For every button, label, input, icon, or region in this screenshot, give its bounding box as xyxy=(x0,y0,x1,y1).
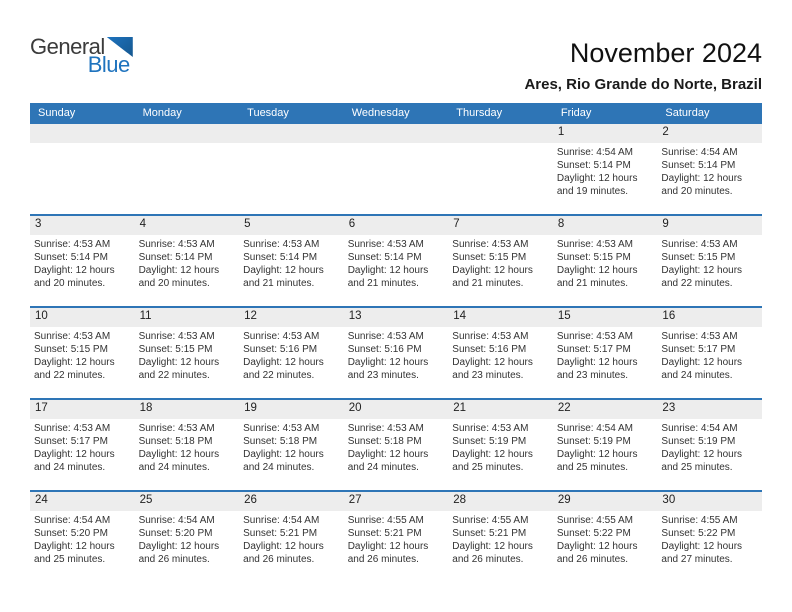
day-number: 24 xyxy=(35,494,48,506)
day-number: 19 xyxy=(244,402,257,414)
day-daylight: Daylight: 12 hours and 24 minutes. xyxy=(661,357,743,381)
day-cell-21 xyxy=(448,400,553,490)
day-sunset: Sunset: 5:17 PM xyxy=(661,344,736,355)
day-sunset: Sunset: 5:19 PM xyxy=(661,436,736,447)
day-header-tuesday: Tuesday xyxy=(247,107,289,119)
day-details xyxy=(657,235,762,290)
day-number-band xyxy=(553,308,658,327)
day-details xyxy=(344,235,449,290)
day-number-band xyxy=(239,308,344,327)
day-cell-10 xyxy=(30,308,135,398)
day-cell-6 xyxy=(344,216,449,306)
day-number: 4 xyxy=(139,218,146,230)
day-daylight: Daylight: 12 hours and 22 minutes. xyxy=(661,265,743,289)
day-details xyxy=(344,511,449,566)
day-number-band xyxy=(657,400,762,419)
day-number-band xyxy=(448,492,553,511)
day-daylight: Daylight: 12 hours and 20 minutes. xyxy=(138,265,220,289)
day-daylight: Daylight: 12 hours and 24 minutes. xyxy=(243,449,324,473)
day-daylight: Daylight: 12 hours and 24 minutes. xyxy=(138,449,220,473)
day-number-band xyxy=(135,124,240,143)
day-sunrise: Sunrise: 4:53 AM xyxy=(34,239,111,250)
day-sunset: Sunset: 5:14 PM xyxy=(661,160,736,171)
day-daylight: Daylight: 12 hours and 21 minutes. xyxy=(556,265,638,289)
day-details xyxy=(448,235,553,290)
day-cell-empty xyxy=(30,124,135,214)
day-sunrise: Sunrise: 4:53 AM xyxy=(138,239,215,250)
title-block xyxy=(524,36,762,93)
day-sunset: Sunset: 5:16 PM xyxy=(243,344,318,355)
day-daylight: Daylight: 12 hours and 22 minutes. xyxy=(34,357,115,381)
day-sunset: Sunset: 5:18 PM xyxy=(347,436,422,447)
day-number-band xyxy=(553,400,658,419)
day-daylight: Daylight: 12 hours and 21 minutes. xyxy=(243,265,324,289)
day-number-band xyxy=(135,400,240,419)
day-number: 16 xyxy=(662,310,676,322)
day-sunset: Sunset: 5:14 PM xyxy=(556,160,631,171)
day-sunrise: Sunrise: 4:53 AM xyxy=(661,331,738,342)
day-number-band xyxy=(239,124,344,143)
day-sunrise: Sunrise: 4:53 AM xyxy=(34,423,111,434)
day-daylight: Daylight: 12 hours and 25 minutes. xyxy=(452,449,533,473)
day-cell-15 xyxy=(553,308,658,398)
day-sunset: Sunset: 5:15 PM xyxy=(452,252,527,263)
day-sunrise: Sunrise: 4:55 AM xyxy=(452,515,529,526)
day-details xyxy=(135,511,240,566)
day-sunset: Sunset: 5:14 PM xyxy=(138,252,213,263)
day-daylight: Daylight: 12 hours and 23 minutes. xyxy=(452,357,533,381)
day-number-band xyxy=(344,492,449,511)
day-cell-24 xyxy=(30,492,135,582)
day-daylight: Daylight: 12 hours and 24 minutes. xyxy=(347,449,429,473)
week-row xyxy=(30,214,762,306)
day-header-monday: Monday xyxy=(142,107,182,119)
day-number: 22 xyxy=(557,402,571,414)
day-sunset: Sunset: 5:18 PM xyxy=(243,436,318,447)
day-sunset: Sunset: 5:21 PM xyxy=(452,528,527,539)
day-daylight: Daylight: 12 hours and 23 minutes. xyxy=(556,357,638,381)
day-details xyxy=(239,235,344,290)
day-sunrise: Sunrise: 4:54 AM xyxy=(661,147,738,158)
day-sunrise: Sunrise: 4:54 AM xyxy=(661,423,738,434)
day-sunrise: Sunrise: 4:53 AM xyxy=(138,331,215,342)
day-number-band xyxy=(239,216,344,235)
day-daylight: Daylight: 12 hours and 22 minutes. xyxy=(243,357,324,381)
day-number: 15 xyxy=(557,310,571,322)
week-row xyxy=(30,306,762,398)
day-header-row xyxy=(30,103,762,124)
day-number: 28 xyxy=(453,494,467,506)
day-number: 3 xyxy=(35,218,42,230)
day-sunset: Sunset: 5:22 PM xyxy=(661,528,736,539)
day-cell-2 xyxy=(657,124,762,214)
day-daylight: Daylight: 12 hours and 19 minutes. xyxy=(556,173,638,197)
day-number-band xyxy=(448,124,553,143)
day-sunset: Sunset: 5:17 PM xyxy=(34,436,108,447)
day-sunrise: Sunrise: 4:53 AM xyxy=(34,331,111,342)
day-number: 26 xyxy=(244,494,257,506)
day-sunset: Sunset: 5:21 PM xyxy=(347,528,422,539)
day-cell-4 xyxy=(135,216,240,306)
day-daylight: Daylight: 12 hours and 25 minutes. xyxy=(661,449,743,473)
day-sunset: Sunset: 5:19 PM xyxy=(556,436,631,447)
day-number: 30 xyxy=(662,494,676,506)
day-sunrise: Sunrise: 4:53 AM xyxy=(347,423,424,434)
day-cell-30 xyxy=(657,492,762,582)
day-header-thursday: Thursday xyxy=(456,107,503,119)
day-header-saturday: Saturday xyxy=(665,107,710,119)
day-sunset: Sunset: 5:21 PM xyxy=(243,528,318,539)
day-sunset: Sunset: 5:17 PM xyxy=(556,344,631,355)
day-number: 5 xyxy=(244,218,251,230)
day-sunrise: Sunrise: 4:53 AM xyxy=(243,239,320,250)
day-cell-22 xyxy=(553,400,658,490)
day-number: 14 xyxy=(453,310,467,322)
logo-text-blue: Blue xyxy=(87,52,130,77)
day-details xyxy=(553,235,658,290)
day-details xyxy=(135,327,240,382)
day-number: 27 xyxy=(348,494,362,506)
day-number-band xyxy=(30,400,135,419)
day-sunrise: Sunrise: 4:54 AM xyxy=(243,515,320,526)
day-details xyxy=(135,235,240,290)
day-number: 17 xyxy=(35,402,48,414)
day-sunset: Sunset: 5:14 PM xyxy=(243,252,318,263)
day-daylight: Daylight: 12 hours and 26 minutes. xyxy=(243,541,324,565)
day-number: 9 xyxy=(662,218,669,230)
day-details xyxy=(135,419,240,474)
day-number-band xyxy=(657,124,762,143)
day-number-band xyxy=(448,400,553,419)
day-cell-3 xyxy=(30,216,135,306)
day-number: 13 xyxy=(348,310,362,322)
day-sunrise: Sunrise: 4:53 AM xyxy=(243,331,320,342)
day-sunset: Sunset: 5:20 PM xyxy=(138,528,213,539)
day-details xyxy=(344,419,449,474)
day-details xyxy=(239,419,344,474)
day-daylight: Daylight: 12 hours and 26 minutes. xyxy=(556,541,638,565)
day-sunrise: Sunrise: 4:53 AM xyxy=(452,239,529,250)
day-number: 18 xyxy=(139,402,153,414)
day-sunset: Sunset: 5:22 PM xyxy=(556,528,631,539)
day-number-band xyxy=(135,492,240,511)
day-header-friday: Friday xyxy=(560,107,592,119)
day-details xyxy=(448,511,553,566)
day-sunrise: Sunrise: 4:53 AM xyxy=(556,331,633,342)
day-daylight: Daylight: 12 hours and 22 minutes. xyxy=(138,357,220,381)
day-number-band xyxy=(239,492,344,511)
day-sunset: Sunset: 5:14 PM xyxy=(34,252,108,263)
day-sunset: Sunset: 5:15 PM xyxy=(661,252,736,263)
day-details xyxy=(657,143,762,198)
day-cell-27 xyxy=(344,492,449,582)
day-number: 21 xyxy=(453,402,467,414)
day-details xyxy=(30,235,135,290)
day-cell-20 xyxy=(344,400,449,490)
day-number-band xyxy=(30,308,135,327)
day-cell-25 xyxy=(135,492,240,582)
day-number: 12 xyxy=(244,310,257,322)
day-number-band xyxy=(344,308,449,327)
day-cell-5 xyxy=(239,216,344,306)
day-daylight: Daylight: 12 hours and 21 minutes. xyxy=(452,265,533,289)
day-cell-empty xyxy=(239,124,344,214)
day-cell-18 xyxy=(135,400,240,490)
day-details xyxy=(657,327,762,382)
day-details xyxy=(239,511,344,566)
day-number-band xyxy=(448,216,553,235)
week-row xyxy=(30,124,762,214)
day-number: 11 xyxy=(139,310,152,322)
day-sunrise: Sunrise: 4:55 AM xyxy=(661,515,738,526)
day-header-wednesday: Wednesday xyxy=(351,107,410,119)
day-cell-8 xyxy=(553,216,658,306)
page-header xyxy=(0,0,792,93)
day-number: 2 xyxy=(662,126,669,138)
day-sunrise: Sunrise: 4:53 AM xyxy=(452,423,529,434)
day-number-band xyxy=(135,308,240,327)
day-details xyxy=(239,327,344,382)
day-number-band xyxy=(239,400,344,419)
day-number-band xyxy=(344,400,449,419)
day-sunset: Sunset: 5:20 PM xyxy=(34,528,108,539)
day-details xyxy=(657,511,762,566)
day-daylight: Daylight: 12 hours and 23 minutes. xyxy=(347,357,429,381)
day-number: 20 xyxy=(348,402,362,414)
day-number-band xyxy=(344,124,449,143)
day-cell-11 xyxy=(135,308,240,398)
day-details xyxy=(30,511,135,566)
week-row xyxy=(30,490,762,582)
day-cell-17 xyxy=(30,400,135,490)
day-cell-29 xyxy=(553,492,658,582)
day-sunrise: Sunrise: 4:53 AM xyxy=(347,331,424,342)
week-row xyxy=(30,398,762,490)
day-details xyxy=(344,327,449,382)
day-sunset: Sunset: 5:18 PM xyxy=(138,436,213,447)
day-cell-19 xyxy=(239,400,344,490)
day-number: 29 xyxy=(557,494,571,506)
day-sunrise: Sunrise: 4:53 AM xyxy=(243,423,320,434)
day-number-band xyxy=(344,216,449,235)
day-details xyxy=(30,327,135,382)
day-daylight: Daylight: 12 hours and 26 minutes. xyxy=(347,541,429,565)
day-sunset: Sunset: 5:16 PM xyxy=(452,344,527,355)
day-details xyxy=(553,419,658,474)
day-sunset: Sunset: 5:15 PM xyxy=(34,344,108,355)
day-sunset: Sunset: 5:15 PM xyxy=(556,252,631,263)
day-sunrise: Sunrise: 4:54 AM xyxy=(138,515,215,526)
day-cell-empty xyxy=(344,124,449,214)
day-details xyxy=(553,327,658,382)
day-sunrise: Sunrise: 4:53 AM xyxy=(556,239,633,250)
day-sunrise: Sunrise: 4:53 AM xyxy=(347,239,424,250)
day-cell-28 xyxy=(448,492,553,582)
day-number: 23 xyxy=(662,402,676,414)
day-number: 6 xyxy=(348,218,356,230)
day-sunrise: Sunrise: 4:55 AM xyxy=(347,515,424,526)
day-daylight: Daylight: 12 hours and 27 minutes. xyxy=(661,541,743,565)
day-sunrise: Sunrise: 4:54 AM xyxy=(556,423,633,434)
day-sunrise: Sunrise: 4:53 AM xyxy=(138,423,215,434)
logo-text-general: General xyxy=(30,34,105,59)
day-daylight: Daylight: 12 hours and 20 minutes. xyxy=(661,173,743,197)
day-sunset: Sunset: 5:15 PM xyxy=(138,344,213,355)
day-cell-empty xyxy=(135,124,240,214)
day-sunset: Sunset: 5:19 PM xyxy=(452,436,527,447)
day-cell-empty xyxy=(448,124,553,214)
day-header-sunday: Sunday xyxy=(38,107,76,119)
calendar xyxy=(30,103,762,582)
day-cell-1 xyxy=(553,124,658,214)
calendar-grid xyxy=(30,124,762,582)
day-details xyxy=(448,327,553,382)
day-cell-13 xyxy=(344,308,449,398)
day-details xyxy=(553,143,658,198)
day-sunset: Sunset: 5:14 PM xyxy=(347,252,422,263)
day-number-band xyxy=(553,124,658,143)
day-cell-16 xyxy=(657,308,762,398)
page-subtitle: Ares, Rio Grande do Norte, Brazil xyxy=(524,76,762,93)
day-details xyxy=(448,419,553,474)
day-details xyxy=(553,511,658,566)
day-daylight: Daylight: 12 hours and 26 minutes. xyxy=(452,541,533,565)
day-number: 1 xyxy=(557,126,565,138)
day-sunrise: Sunrise: 4:53 AM xyxy=(452,331,529,342)
day-daylight: Daylight: 12 hours and 26 minutes. xyxy=(138,541,220,565)
day-number-band xyxy=(657,308,762,327)
day-number: 10 xyxy=(35,310,48,322)
day-number-band xyxy=(448,308,553,327)
day-number-band xyxy=(553,492,658,511)
day-number-band xyxy=(553,216,658,235)
day-number-band xyxy=(30,492,135,511)
day-number: 7 xyxy=(453,218,460,230)
day-number-band xyxy=(30,216,135,235)
day-number-band xyxy=(135,216,240,235)
day-cell-14 xyxy=(448,308,553,398)
day-daylight: Daylight: 12 hours and 25 minutes. xyxy=(34,541,115,565)
day-sunrise: Sunrise: 4:54 AM xyxy=(556,147,633,158)
day-daylight: Daylight: 12 hours and 20 minutes. xyxy=(34,265,115,289)
day-cell-9 xyxy=(657,216,762,306)
page-title: November 2024 xyxy=(569,38,762,68)
day-details xyxy=(30,419,135,474)
day-cell-12 xyxy=(239,308,344,398)
day-sunrise: Sunrise: 4:53 AM xyxy=(661,239,738,250)
day-daylight: Daylight: 12 hours and 24 minutes. xyxy=(34,449,115,473)
day-number-band xyxy=(30,124,135,143)
day-details xyxy=(657,419,762,474)
day-cell-7 xyxy=(448,216,553,306)
day-number: 25 xyxy=(139,494,153,506)
day-sunrise: Sunrise: 4:54 AM xyxy=(34,515,111,526)
general-blue-logo xyxy=(30,36,133,76)
day-sunset: Sunset: 5:16 PM xyxy=(347,344,422,355)
day-sunrise: Sunrise: 4:55 AM xyxy=(556,515,633,526)
day-number: 8 xyxy=(557,218,565,230)
day-daylight: Daylight: 12 hours and 21 minutes. xyxy=(347,265,429,289)
day-number-band xyxy=(657,216,762,235)
day-daylight: Daylight: 12 hours and 25 minutes. xyxy=(556,449,638,473)
day-cell-23 xyxy=(657,400,762,490)
day-cell-26 xyxy=(239,492,344,582)
day-number-band xyxy=(657,492,762,511)
